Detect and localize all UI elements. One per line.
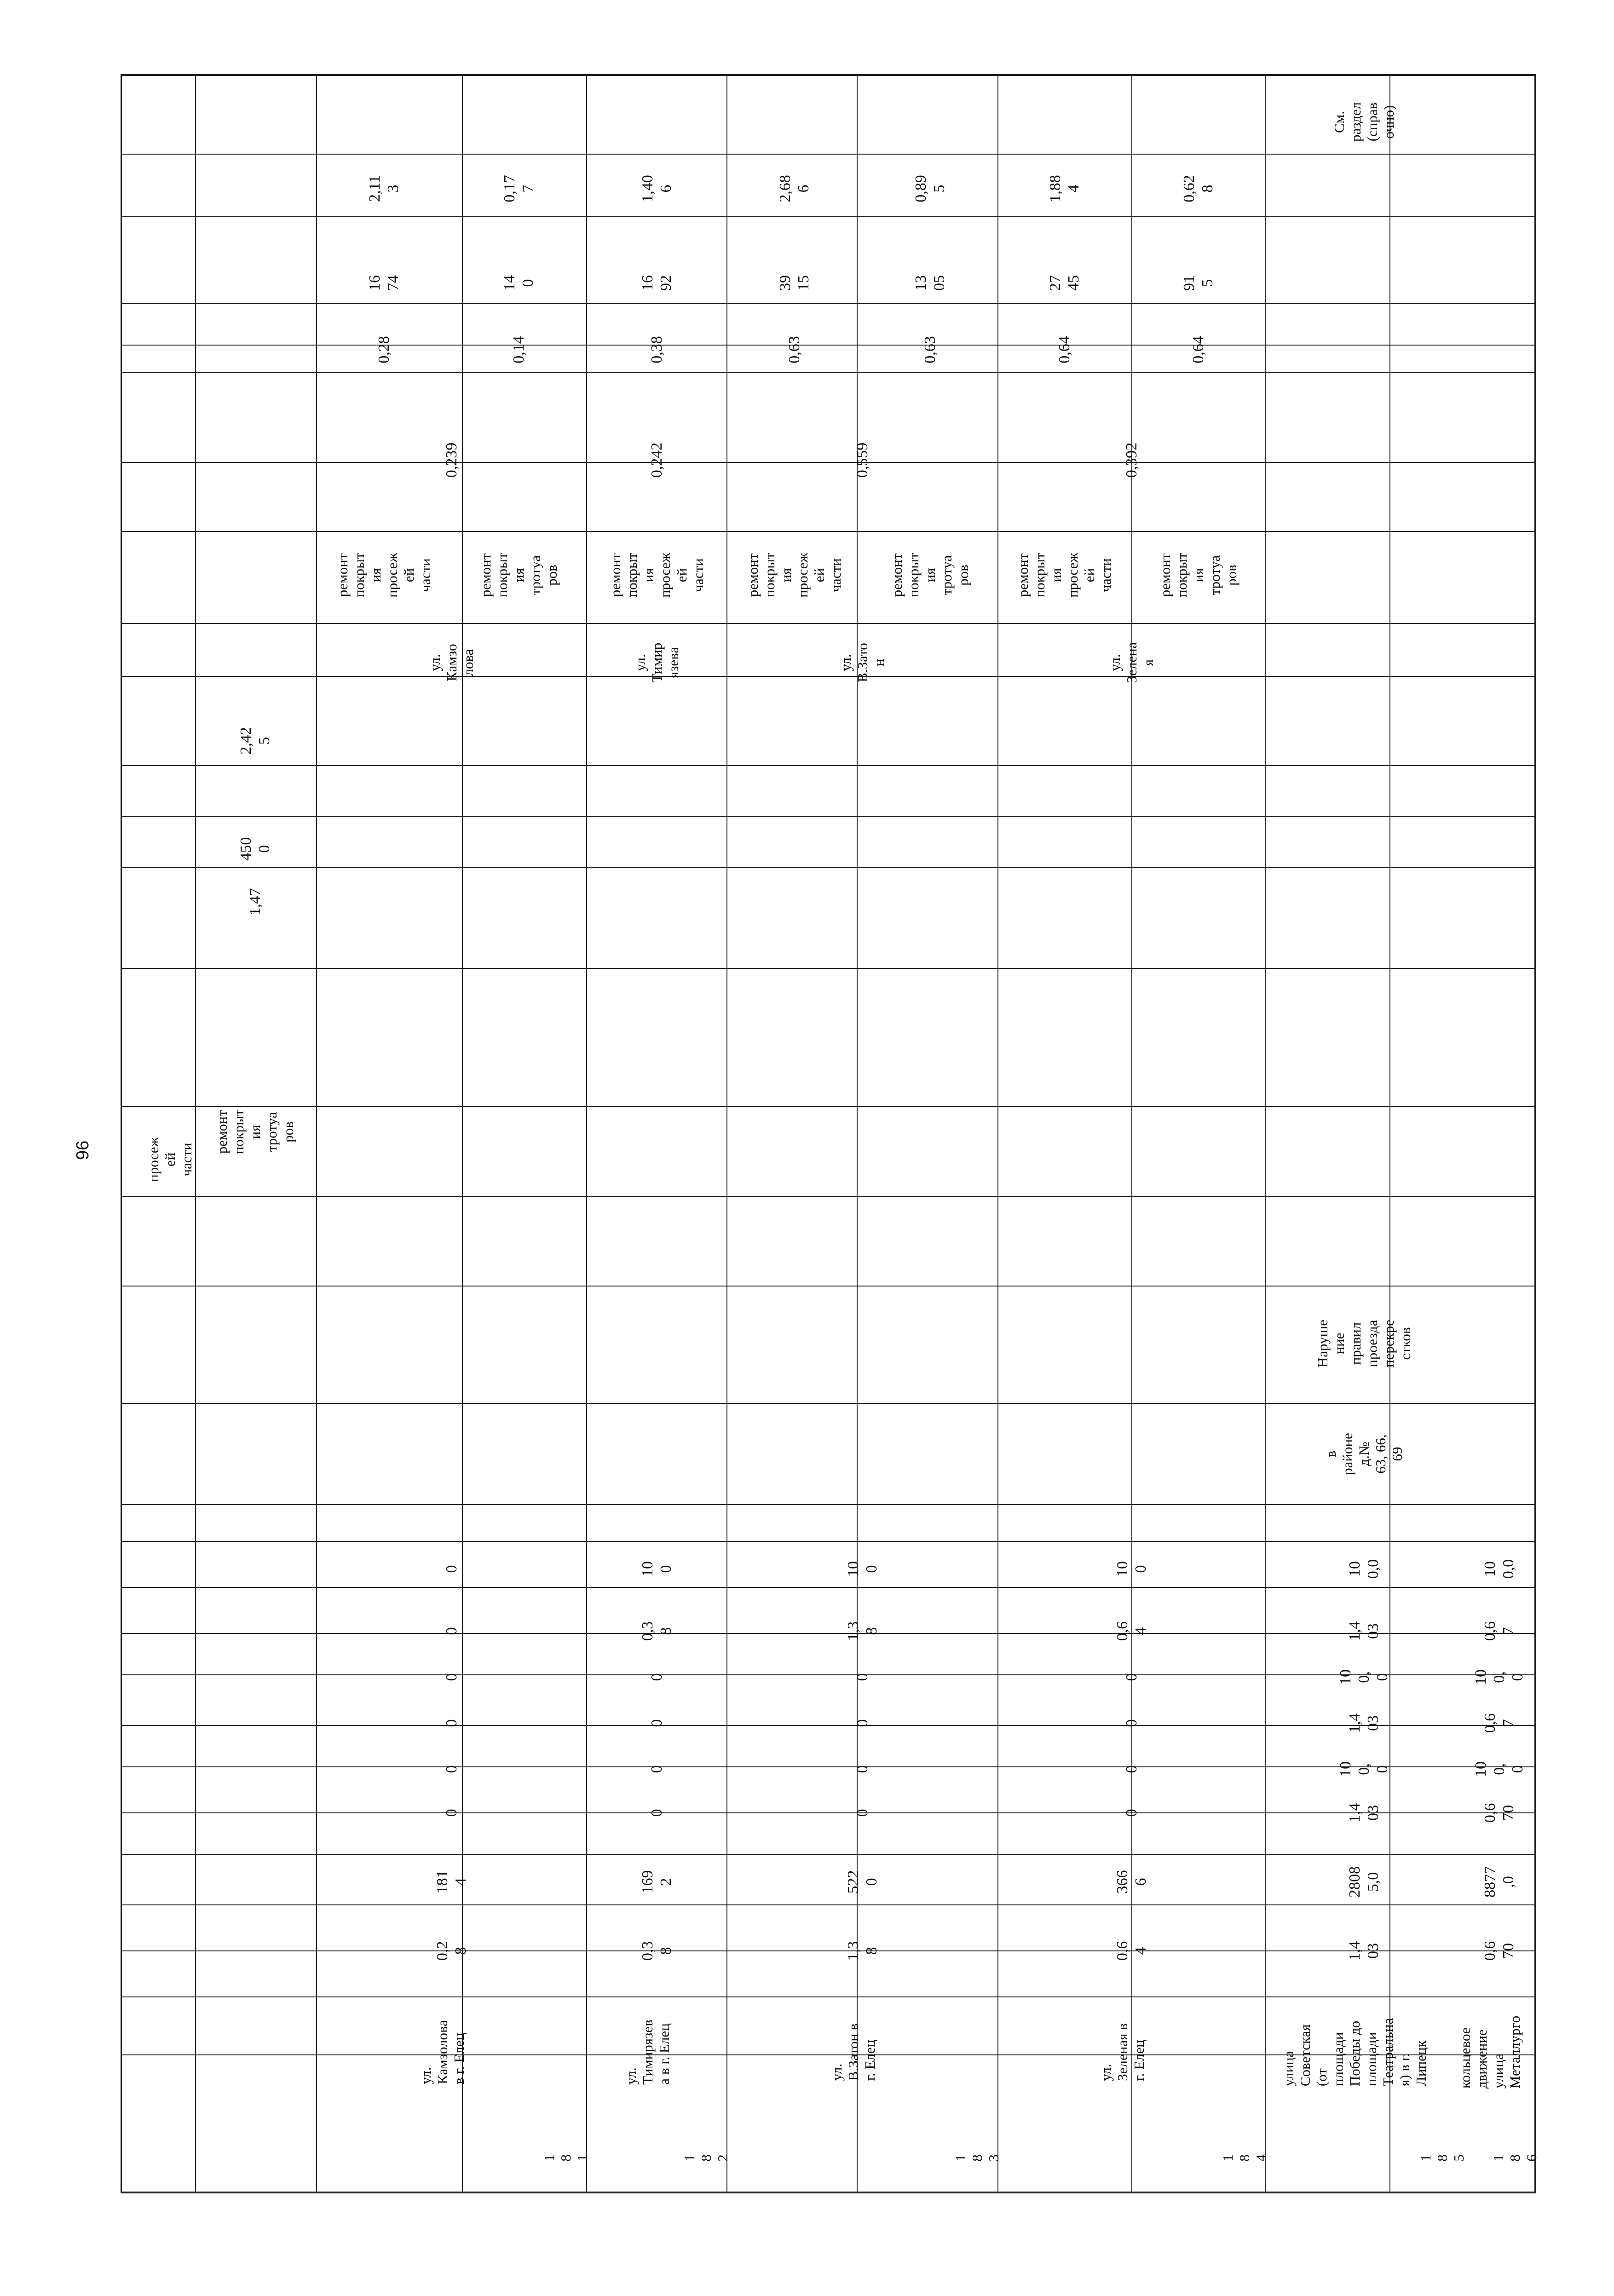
row-184-work-0-length-text: 0,64 xyxy=(1056,336,1073,363)
row-184-works-street-text: ул. Зелена я xyxy=(1107,642,1156,683)
row-182-work-0-length-text: 0,38 xyxy=(648,336,665,363)
row-184-work-1-cost-text: 0,62 8 xyxy=(1180,175,1216,202)
row-183-c6-text: 10 0 xyxy=(844,1561,880,1577)
row-183-works-street-text: ул. В.Зато н xyxy=(837,643,887,682)
row-183-work-1-area-text: 13 05 xyxy=(912,275,948,291)
row-181-work-1-length-text: 0,14 xyxy=(510,336,528,363)
row-184-c4-text: 0 xyxy=(1123,1673,1140,1681)
row-185-c2-text: 10 0, 0 xyxy=(1337,1761,1391,1777)
row-181-work-0-cost-text: 2,11 3 xyxy=(366,175,402,202)
row-185-street-text: улица Советская (от площади Победы до площади Театральна я) в г. Липецк xyxy=(1280,2018,1429,2087)
row-186-street-text: кольцевое движение улица Металлурго xyxy=(1457,2015,1523,2089)
row-182-c1-text: 0 xyxy=(648,1809,665,1817)
row-182-c5-text: 0,3 8 xyxy=(639,1621,674,1641)
row-186-c6-text: 10 0,0 xyxy=(1481,1559,1517,1579)
row-183-work-1-cost-text: 0,89 5 xyxy=(912,175,948,202)
header-total-length-text: 1,47 xyxy=(247,888,264,916)
row-186-c1-text: 0,6 70 xyxy=(1481,1803,1517,1823)
row-186-c5-text: 0,6 7 xyxy=(1481,1621,1517,1641)
header-sub-col-1-text: просеж ей части xyxy=(145,1137,195,1182)
row-184-work-0-type-text: ремонт покрыт ия просеж ей части xyxy=(1015,553,1114,598)
header-total-area-text: 450 0 xyxy=(237,837,273,861)
row-184-length-text: 0,6 4 xyxy=(1113,1941,1149,1961)
row-183-c3-text: 0 xyxy=(853,1719,871,1727)
row-183-c4-text: 0 xyxy=(853,1673,871,1681)
row-186-number-text: 1 8 6 xyxy=(1490,2154,1539,2162)
row-183-work-0-type-text: ремонт покрыт ия просеж ей части xyxy=(745,553,844,598)
row-185-location-text: в районе д.№ 63, 66, 69 xyxy=(1323,1433,1405,1475)
row-182-c2-text: 0 xyxy=(648,1765,665,1773)
row-181-c6-text: 0 xyxy=(443,1565,460,1573)
row-181-work-0-length-text: 0,28 xyxy=(375,336,392,363)
row-182-c6-text: 10 0 xyxy=(639,1561,674,1577)
row-183-c2-text: 0 xyxy=(853,1765,871,1773)
row-182-c4-text: 0 xyxy=(648,1673,665,1681)
row-184-work-1-area-text: 91 5 xyxy=(1180,275,1216,291)
row-184-c5-text: 0,6 4 xyxy=(1113,1621,1149,1641)
row-182-street-text: ул. Тимирязев а в г. Елец xyxy=(623,2019,672,2085)
row-184-work-1-type-text: ремонт покрыт ия тротуа ров xyxy=(1157,553,1239,598)
row-181-work-0-area-text: 16 74 xyxy=(366,275,402,291)
row-185-length-text: 1,4 03 xyxy=(1346,1941,1382,1961)
row-184-work-0-cost-text: 1,88 4 xyxy=(1047,175,1083,202)
row-181-c1-text: 0 xyxy=(443,1809,460,1817)
row-181-length-text: 0,2 8 xyxy=(433,1941,469,1961)
row-181-work-total-text: 0,239 xyxy=(443,442,460,478)
page-number: 96 xyxy=(73,1140,92,1160)
row-182-works-street-text: ул. Тимир язева xyxy=(632,642,681,683)
row-182-work-0-area-text: 16 92 xyxy=(639,275,674,291)
row-184-work-0-area-text: 27 45 xyxy=(1047,275,1083,291)
row-184-c2-text: 0 xyxy=(1123,1765,1140,1773)
row-181-street-text: ул. Камзолова в г. Елец xyxy=(417,2020,467,2084)
row-181-number-text: 1 8 1 xyxy=(541,2154,590,2162)
row-182-work-0-cost-text: 1,40 6 xyxy=(639,175,674,202)
row-185-c5-text: 1,4 03 xyxy=(1346,1621,1382,1641)
row-185-note-text: См. раздел (справ очно) xyxy=(1331,102,1397,142)
row-184-c3-text: 0 xyxy=(1123,1719,1140,1727)
row-186-length-text: 0,6 70 xyxy=(1481,1941,1517,1961)
row-184-c1-text: 0 xyxy=(1123,1809,1140,1817)
row-181-work-1-type-text: ремонт покрыт ия тротуа ров xyxy=(478,553,560,598)
row-186-c2-text: 10 0, 0 xyxy=(1472,1761,1526,1777)
row-185-c4-text: 10 0, 0 xyxy=(1337,1669,1391,1685)
row-181-c4-text: 0 xyxy=(443,1673,460,1681)
row-181-work-0-type-text: ремонт покрыт ия просеж ей части xyxy=(334,553,433,598)
row-183-work-total-text: 0,559 xyxy=(853,442,871,478)
row-184-area-text: 366 6 xyxy=(1113,1870,1149,1894)
row-182-c3-text: 0 xyxy=(648,1719,665,1727)
row-182-work-0-type-text: ремонт покрыт ия просеж ей части xyxy=(607,553,706,598)
row-186-c4-text: 10 0, 0 xyxy=(1472,1669,1526,1685)
row-183-work-1-length-text: 0,63 xyxy=(921,336,939,363)
row-183-work-0-area-text: 39 15 xyxy=(777,275,813,291)
row-181-c5-text: 0 xyxy=(443,1627,460,1635)
row-181-work-1-cost-text: 0,17 7 xyxy=(501,175,537,202)
row-181-c3-text: 0 xyxy=(443,1719,460,1727)
row-183-work-0-cost-text: 2,68 6 xyxy=(777,175,813,202)
row-186-c3-text: 0,6 7 xyxy=(1481,1713,1517,1733)
row-184-c6-text: 10 0 xyxy=(1113,1561,1149,1577)
row-185-c3-text: 1,4 03 xyxy=(1346,1713,1382,1733)
row-183-number-text: 1 8 3 xyxy=(952,2154,1002,2162)
row-183-work-0-length-text: 0,63 xyxy=(786,336,803,363)
row-183-length-text: 1,3 8 xyxy=(844,1941,880,1961)
row-185-number-text: 1 8 5 xyxy=(1418,2154,1467,2162)
row-185-c1-text: 1,4 03 xyxy=(1346,1803,1382,1823)
row-181-c2-text: 0 xyxy=(443,1765,460,1773)
row-182-area-text: 169 2 xyxy=(639,1870,674,1894)
row-182-number-text: 1 8 2 xyxy=(681,2154,731,2162)
row-183-c1-text: 0 xyxy=(853,1809,871,1817)
row-185-area-text: 2808 5,0 xyxy=(1346,1866,1382,1898)
row-181-area-text: 181 4 xyxy=(433,1870,469,1894)
row-182-work-total-text: 0,242 xyxy=(648,442,665,478)
row-183-work-1-type-text: ремонт покрыт ия тротуа ров xyxy=(888,553,971,598)
row-186-area-text: 8877 ,0 xyxy=(1481,1866,1517,1898)
row-185-violation-text: Наруше ние правил проезда перекре стков xyxy=(1314,1319,1413,1368)
row-184-work-1-length-text: 0,64 xyxy=(1189,336,1207,363)
row-181-works-street-text: ул. Камзо лова xyxy=(427,644,476,681)
row-184-work-total-text: 0,392 xyxy=(1123,442,1140,478)
header-total-cost-text: 2,42 5 xyxy=(237,727,273,755)
row-182-length-text: 0,3 8 xyxy=(639,1941,674,1961)
row-183-area-text: 522 0 xyxy=(844,1870,880,1894)
row-184-number-text: 1 8 4 xyxy=(1220,2154,1269,2162)
row-185-c6-text: 10 0,0 xyxy=(1346,1559,1382,1579)
row-183-street-text: ул. В.Затон в г. Елец xyxy=(828,2023,878,2081)
header-sub-col-2-text: ремонт покрыт ия тротуа ров xyxy=(214,1109,296,1154)
row-183-c5-text: 1,3 8 xyxy=(844,1621,880,1641)
row-181-work-1-area-text: 14 0 xyxy=(501,275,537,291)
row-184-street-text: ул. Зеленая в г. Елец xyxy=(1097,2023,1147,2081)
